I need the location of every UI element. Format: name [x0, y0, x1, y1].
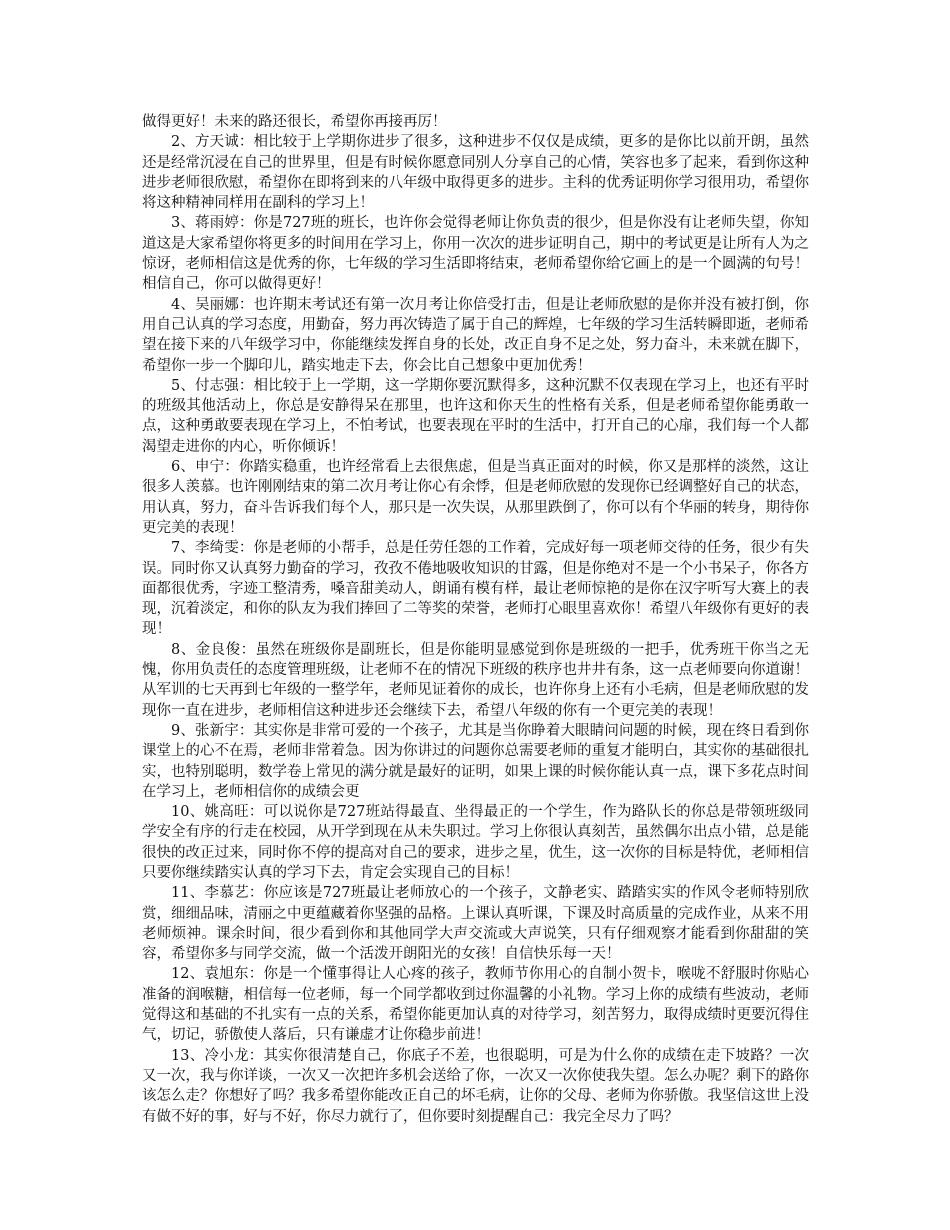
document-body: [142, 112, 809, 1127]
paragraph-comment-9: 9、张新宇：其实你是非常可爱的一个孩子，尤其是当你睁着大眼睛问问题的时候，现在终日看到你课堂上的心不在焉，老师非常着急。因为你讲过的问题你总需要老师的重复才能明白，其实你的基础很扎实，也特别聪明，数学卷上常见的满分就是最好的证明，如果上课的时候你能认真一点，课下多花点时间在学习上，老师相信你的成绩会更: [142, 722, 809, 800]
paragraph-comment-10: 10、姚高旺：可以说你是727班站得最直、坐得最正的一个学生，作为路队长的你总是带领班级同学安全有序的行走在校园，从开学到现在从未失职过。学习上你很认真刻苦，虽然偶尔出点小错，总是能很快的改正过来，同时你不停的提高对自己的要求，进步之星，优生，这一次你的目标是特优，老师相信只要你继续踏实认真的学习下去，肯定会实现自己的目标！: [142, 804, 809, 881]
paragraph-comment-3: 3、蒋雨婷：你是727班的班长，也许你会觉得老师让你负责的很少，但是你没有让老师失望，你知道这是大家希望你将更多的时间用在学习上，你用一次次的进步证明自己，期中的考试更是让所有人为之惊讶，老师相信这是优秀的你，七年级的学习生活即将结束，老师希望你给它画上的是一个圆满的句号！相信自己，你可以做得更好！: [142, 215, 809, 293]
paragraph-comment-5: 5、付志强：相比较于上一学期，这一学期你要沉默得多，这种沉默不仅表现在学习上，也还有平时的班级其他活动上，你总是安静得呆在那里，也许这和你天生的性格有关系，但是老师希望你能勇敢一点，这种勇敢要表现在学习上，不怕考试，也要表现在平时的生活中，打开自己的心扉，我们每一个人都渴望走进你的内心，听你倾诉！: [142, 377, 809, 455]
paragraph-comment-12: 12、袁旭东：你是一个懂事得让人心疼的孩子，教师节你用心的自制小贺卡，喉咙不舒服时你贴心准备的润喉糖，相信每一位老师，每一个同学都收到过你温馨的小礼物。学习上你的成绩有些波动，老师觉得这和基础的不扎实有一点的关系，希望你能更加认真的对待学习，刻苦努力，取得成绩时更要沉得住气，切记，骄傲使人落后，只有谦虚才让你稳步前进！: [142, 966, 809, 1044]
paragraph-comment-13: 13、冷小龙：其实你很清楚自己，你底子不差，也很聪明，可是为什么你的成绩在走下坡路？一次又一次，我与你详谈，一次又一次把许多机会送给了你，一次又一次你使我失望。怎么办呢？剩下的路你该怎么走？你想好了吗？我多希望你能改正自己的坏毛病，让你的父母、老师为你骄傲。我坚信这世上没有做不好的事，好与不好，你尽力就行了，但你要时刻提醒自己：我完全尽力了吗？: [142, 1047, 809, 1125]
paragraph-comment-7: 7、李绮雯：你是老师的小帮手，总是任劳任怨的工作着，完成好每一项老师交待的任务，很少有失误。同时你又认真努力勤奋的学习，孜孜不倦地吸收知识的甘露，但是你绝对不是一个小书呆子，你各方面都很优秀，字迹工整清秀，嗓音甜美动人，朗诵有模有样，最让老师惊艳的是你在汉字听写大赛上的表现，沉着淡定，和你的队友为我们捧回了二等奖的荣誉，老师打心眼里喜欢你！希望八年级你有更好的表现！: [142, 540, 809, 638]
paragraph-comment-2: 2、方天诚：相比较于上学期你进步了很多，这种进步不仅仅是成绩，更多的是你比以前开朗，虽然还是经常沉浸在自己的世界里，但是有时候你愿意同别人分享自己的心情，笑容也多了起来，看到你这种进步老师很欣慰，希望你在即将到来的八年级中取得更多的进步。主科的优秀证明你学习很用功，希望你将这种精神同样用在副科的学习上！: [142, 134, 809, 212]
paragraph-comment-8: 8、金良俊：虽然在班级你是副班长，但是你能明显感觉到你是班级的一把手，优秀班干你当之无愧，你用负责任的态度管理班级，让老师不在的情况下班级的秩序也井井有条，这一点老师要向你道谢！从军训的七天再到七年级的一整学年，老师见证着你的成长，也许你身上还有小毛病，但是老师欣慰的发现你一直在进步，老师相信这种进步还会继续下去，希望八年级的你有一个更完美的表现！: [142, 641, 809, 719]
paragraph-continuation: 做得更好！未来的路还很长，希望你再接再厉！: [142, 114, 447, 130]
paragraph-comment-11: 11、李慕艺：你应该是727班最让老师放心的一个孩子，文静老实、踏踏实实的作风令老师特别欣赏，细细品味，清丽之中更蕴藏着你坚强的品格。上课认真听课，下课及时高质量的完成作业，从来不用老师烦神。课余时间，很少看到你和其他同学大声交流或大声说笑，只有仔细观察才能看到你甜甜的笑容，希望你多与同学交流，做一个活泼开朗阳光的女孩！自信快乐每一天！: [142, 885, 809, 963]
paragraph-comment-6: 6、申宁：你踏实稳重，也许经常看上去很焦虑，但是当真正面对的时候，你又是那样的淡然，这让很多人羡慕。也许刚刚结束的第二次月考让你心有余悸，但是老师欣慰的发现你已经调整好自己的状态，用认真，努力，奋斗告诉我们每个人，那只是一次失误，从那里跌倒了，你可以有个华丽的转身，期待你更完美的表现！: [142, 459, 809, 536]
paragraph-comment-4: 4、吴丽娜：也许期末考试还有第一次月考让你倍受打击，但是让老师欣慰的是你并没有被打倒，你用自己认真的学习态度，用勤奋，努力再次铸造了属于自己的辉煌，七年级的学习生活转瞬即逝，老师希望在接下来的八年级学习中，你能继续发挥自身的长处，改正自身不足之处，努力奋斗，未来就在脚下，希望你一步一个脚印儿，踏实地走下去，你会比自己想象中更加优秀！: [142, 296, 809, 374]
